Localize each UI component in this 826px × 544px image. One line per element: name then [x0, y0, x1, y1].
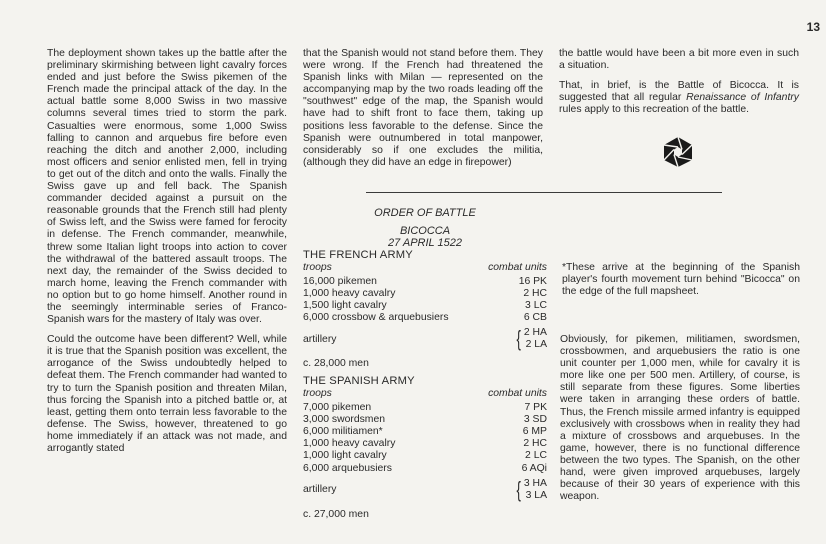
table-row: 6,000 crossbow & arquebusiers 6 CB: [303, 312, 547, 324]
table-row: 6,000 militiamen* 6 MP: [303, 426, 547, 438]
table-row: 1,000 heavy cavalry 2 HC: [303, 438, 547, 450]
spanish-army-table: [303, 375, 547, 520]
section-divider: [366, 192, 722, 193]
column-3-bottom-text: [560, 334, 800, 511]
army-total: c. 28,000 men: [303, 358, 369, 370]
paragraph: the battle would have been a bit more even in such a situation.: [559, 48, 799, 72]
table-row: 1,500 light cavalry 3 LC: [303, 300, 547, 312]
artillery-row: artillery { 3 HA 3 LA: [303, 476, 547, 502]
table-row: 3,000 swordsmen 3 SD: [303, 414, 547, 426]
battle-date: 27 APRIL 1522: [387, 237, 462, 249]
army-title: THE FRENCH ARMY: [303, 249, 413, 261]
order-of-battle-title: ORDER OF BATTLE: [374, 207, 476, 219]
paragraph: The deployment shown takes up the battle after the preliminary skirmishing between light cavalry forces ended and just before the Swiss pikemen of the French made the principal attack of the day. In the actual battle some 8,000 Swiss in two massive columns several times tried to storm the park. Casualties were enormous, some 1,000 Swiss falling to cannon and arquebus fire before even reaching the ditch and another 2,000, including most officers and senior enlisted men, fell in trying to get out of the ditch and onto the walls. Finally the Swiss gave up and fell back. The Spanish commander decided against a pursuit on the reasonable grounds that the French still had plenty of Swiss left, and the Swiss were famed for ferocity in defense. The French commander, meanwhile, threw some Italian light troops into action to cover the withdrawal of the battered assault troops. The next day, the remainder of the Swiss decided to march home, leaving the French commander with no option but to go home himself. Another round in the seemingly interminable series of Franco-Spanish wars for the mastery of Italy was over.: [47, 48, 287, 326]
paragraph: That, in brief, is the Battle of Bicocca. It is suggested that all regular Renaissance of Infantry rules apply to this recreation of the battle.: [559, 80, 799, 116]
units-header: combat units: [488, 262, 547, 273]
column-2-text: [303, 48, 543, 177]
troops-header: troops: [303, 262, 332, 273]
army-total: c. 27,000 men: [303, 508, 369, 520]
footnote: *These arrive at the beginning of the Spanish player's fourth movement turn behind "Bicocca" on the edge of the full mapsheet.: [562, 262, 800, 298]
table-row: 6,000 arquebusiers 6 AQi: [303, 462, 547, 474]
troops-header: troops: [303, 388, 332, 399]
units-header: combat units: [488, 388, 547, 399]
paragraph: Could the outcome have been different? Well, while it is true that the Spanish position was excellent, the arrogance of the Swiss undoubtedly helped to defeat them. The French commander had wanted to try to turn the Spanish position and threaten Milan, thus forcing the Spanish into a pitched battle or, at least, getting them onto terrain less favorable to the defense. The Swiss, however, threatened to go home immediately if an attack was not made, and arrogantly stated: [47, 334, 287, 454]
column-3-text: [559, 48, 799, 124]
publisher-logo-icon: [662, 136, 694, 168]
table-row: 1,000 light cavalry 2 LC: [303, 450, 547, 462]
table-row: 16,000 pikemen 16 PK: [303, 276, 547, 288]
paragraph: Obviously, for pikemen, militiamen, swordsmen, crossbowmen, and arquebusiers the ratio is one unit counter per 1,000 men, while for cavalry it is more like one per 500 men. Artillery, of course, is still separate from these figures. Some liberties were taken in arranging these orders of battle. Thus, the French missile armed infantry is equipped exclusively with crossbows when in reality they had a mixture of crossbows and arquebuses. In the game, however, there is no functional difference between the two types. The Spanish, on the other hand, were given improved arquebuses, largely because of their 30 years of experience with this weapon.: [560, 334, 800, 503]
french-army-table: [303, 249, 547, 369]
artillery-row: artillery { 2 HA 2 LA: [303, 326, 547, 352]
page-number: 13: [806, 20, 820, 34]
column-1-text: [47, 48, 287, 463]
battle-name: BICOCCA: [399, 225, 451, 237]
paragraph: that the Spanish would not stand before them. They were wrong. If the French had threatened the Spanish links with Milan — represented on the accompanying map by the two roads leading off the "southwest" edge of the map, the Spanish would have had to shift front to face them, taking up positions less favorable to the defense. Since the Spanish were outnumbered in total manpower, considerably so if one excludes the militia, (although they did have an edge in firepower): [303, 48, 543, 168]
table-row: 1,000 heavy cavalry 2 HC: [303, 288, 547, 300]
table-row: 7,000 pikemen 7 PK: [303, 402, 547, 414]
army-title: THE SPANISH ARMY: [303, 375, 415, 387]
